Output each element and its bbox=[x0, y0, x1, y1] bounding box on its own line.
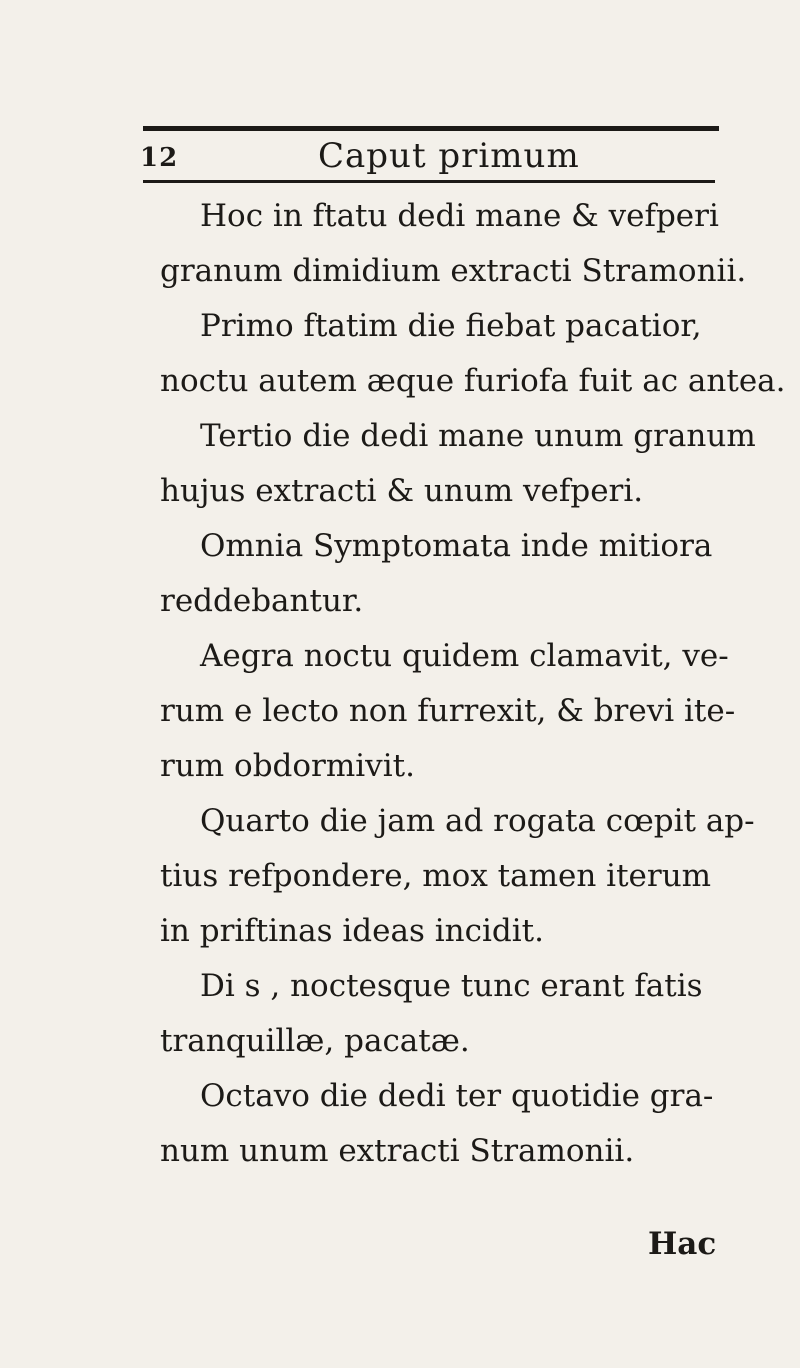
text-line: Tertio die dedi mane unum granum bbox=[200, 418, 756, 454]
page-number: 12 bbox=[140, 143, 179, 173]
running-head: Caput primum bbox=[318, 136, 580, 176]
text-line: tranquillæ, pacatæ. bbox=[160, 1023, 470, 1059]
text-line: in priftinas ideas incidit. bbox=[160, 913, 544, 949]
text-line: num unum extracti Stramonii. bbox=[160, 1133, 635, 1169]
text-line: hujus extracti & unum vefperi. bbox=[160, 473, 644, 509]
text-line: Octavo die dedi ter quotidie gra- bbox=[200, 1078, 714, 1114]
text-line: rum e lecto non furrexit, & brevi ite- bbox=[160, 693, 736, 729]
text-line: granum dimidium extracti Stramonii. bbox=[160, 253, 747, 289]
header-rule-top bbox=[143, 126, 719, 131]
header-rule-bottom bbox=[143, 180, 715, 183]
text-line: rum obdormivit. bbox=[160, 748, 415, 784]
catchword: Hac bbox=[648, 1226, 717, 1262]
text-line: Aegra noctu quidem clamavit, ve- bbox=[200, 638, 729, 674]
text-line: tius refpondere, mox tamen iterum bbox=[160, 858, 712, 894]
text-line: Di s , noctesque tunc erant fatis bbox=[200, 968, 703, 1004]
text-line: Omnia Symptomata inde mitiora bbox=[200, 528, 713, 564]
text-line: Primo ftatim die fiebat pacatior, bbox=[200, 308, 702, 344]
text-line: noctu autem æque furiofa fuit ac antea. bbox=[160, 363, 786, 399]
text-line: Quarto die jam ad rogata cœpit ap- bbox=[200, 803, 755, 839]
text-line: Hoc in ftatu dedi mane & vefperi bbox=[200, 198, 719, 234]
text-line: reddebantur. bbox=[160, 583, 364, 619]
